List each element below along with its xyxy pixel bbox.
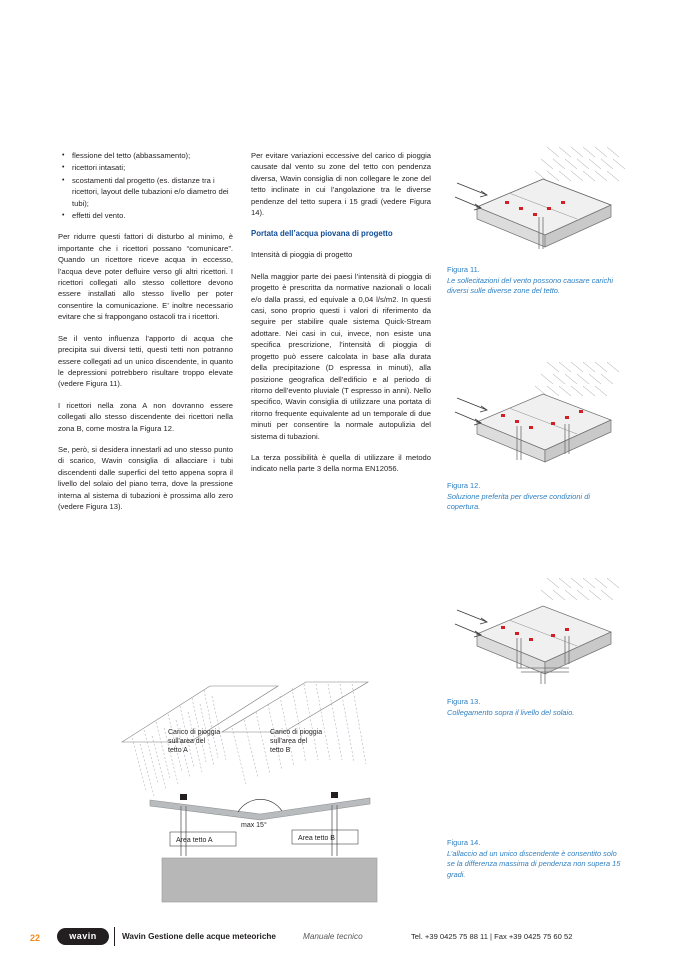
footer-title: Wavin Gestione delle acque meteoriche [122,932,276,941]
list-item: • effetti del vento. [72,210,233,221]
section-heading: Portata dell’acqua piovana di progetto [251,229,393,239]
paragraph: Nella maggior parte dei paesi l’intensità di pioggia di progetto è prescritta da normative nazionali o locali e/o dalla prassi, ed equivale a 0,04 l/s/m2. In questi casi, sono proprio questi i valori di riferimento da seguire per stabilire quale sistema Quick-Stream adottare. Nei casi in cui, invece, non esiste una specifica prescrizione, l’intensità di pioggia di progetto può essere calcolata in base alla durata della precipitazione (D espressa in minuti), alla posizione geografica dell’edificio e al periodo di ritorno dell’evento pluviale (T espresso in anni). Nello specifico, Wavin consiglia di utilizzare una portata di ritorno frequente equivalente ad un temporale di due minuti per consentire la normale autopulizia del sistema di tubazioni. [251,271,431,441]
footer-contact: Tel. +39 0425 75 88 11 | Fax +39 0425 75 60 52 [411,932,573,941]
svg-text:max 15°: max 15° [241,822,267,829]
paragraph: La terza possibilità è quella di utilizzare il metodo indicato nella parte 3 della norma EN12056. [251,452,431,474]
diagram-label-a-line1: Carico di pioggia [168,729,221,736]
paragraph: Se, però, si desidera innestarli ad uno stesso punto di scarico, Wavin consiglia di allacciare i tubi discendenti dalle superfici del tetto appena sopra il livello del solaio del piano terra, dove la pressione interna al sistema di tubazioni è prossima allo zero (vedere Figura 13). [58,444,233,511]
middle-text-column [251,150,431,475]
svg-text:Area tetto A: Area tetto A [176,837,213,844]
paragraph: I ricettori nella zona A non dovranno essere collegati allo stesso discendente dei ricettori nella zona B, come mostra la Figura 12. [58,400,233,433]
paragraph: Se il vento influenza l’apporto di acqua che precipita sui diversi tetti, questi tetti non potranno essere collegati ad un unico discendente, in quanto le depressioni potrebbero risultare troppo elevate (vedere Figura 11). [58,333,233,389]
paragraph: Per evitare variazioni eccessive del carico di pioggia causate dal vento su zone del tetto con pendenza diversa, Wavin consiglia di non collegare le zone del tetto inclinate in cui l’angolazione tra le diverse pendenze del tetto supera i 15 gradi (vedere Figura 14). [251,151,431,218]
left-text-column [58,150,233,512]
figure-12-caption-text: Soluzione preferita per diverse condizioni di copertura. [447,491,590,512]
section-subheading: Intensità di pioggia di progetto [251,250,353,260]
figure-14-caption-text: L’allaccio ad un unico discendente è consentito solo se la differenza massima di pendenza non supera 15 gradi. [447,848,621,879]
page-footer [0,925,678,959]
figure-11-caption-title: Figura 11. [447,265,480,274]
figure-13-caption [447,697,625,718]
figure-14-caption [447,838,625,880]
wavin-logo: wavin [57,928,109,945]
figure-12-caption [447,481,625,513]
list-item: • scostamenti dal progetto (es. distanze tra i ricettori, layout delle tubazioni e/o diametro dei tubi); [72,175,233,209]
list-item: • ricettori intasati; [72,162,233,173]
figure-14-caption-title: Figura 14. [447,838,481,847]
footer-divider [114,927,115,946]
bullet-list [58,150,233,221]
svg-text:tetto B: tetto B [270,747,291,754]
figure-13-illustration [447,576,627,688]
figure-11-caption-text: Le sollecitazioni del vento possono causare carichi diversi sulle diverse zone del tetto. [447,275,613,296]
figure-11-caption [447,265,625,297]
footer-subtitle: Manuale tecnico [303,932,363,941]
figure-14-illustration [110,672,400,912]
figure-13-caption-text: Collegamento sopra il livello del solaio. [447,707,575,717]
svg-text:Carico di pioggia: Carico di pioggia [270,729,323,736]
paragraph: Per ridurre questi fattori di disturbo al minimo, è importante che i ricettori possano “comunicare”. Quando un ricettore riceve acqua in eccesso, l’acqua deve poter defluire verso gli altri ricettori. I ricettori collegati allo stesso collettore devono essere installati allo stesso livello per poter consentire la comunicazione. E’ inoltre necessario evitare che si frappongano ostacoli tra i ricettori. [58,232,233,322]
svg-text:tetto A: tetto A [168,747,188,754]
list-item: • flessione del tetto (abbassamento); [72,150,233,161]
figure-11-illustration [447,145,627,257]
svg-text:sull'area del: sull'area del [270,738,308,745]
page-number: 22 [30,933,41,943]
svg-text:sull'area del: sull'area del [168,738,206,745]
figure-12-caption-title: Figura 12. [447,481,481,490]
figure-12-illustration [447,360,627,472]
figure-13-caption-title: Figura 13. [447,697,481,706]
svg-text:Area tetto B: Area tetto B [298,835,335,842]
